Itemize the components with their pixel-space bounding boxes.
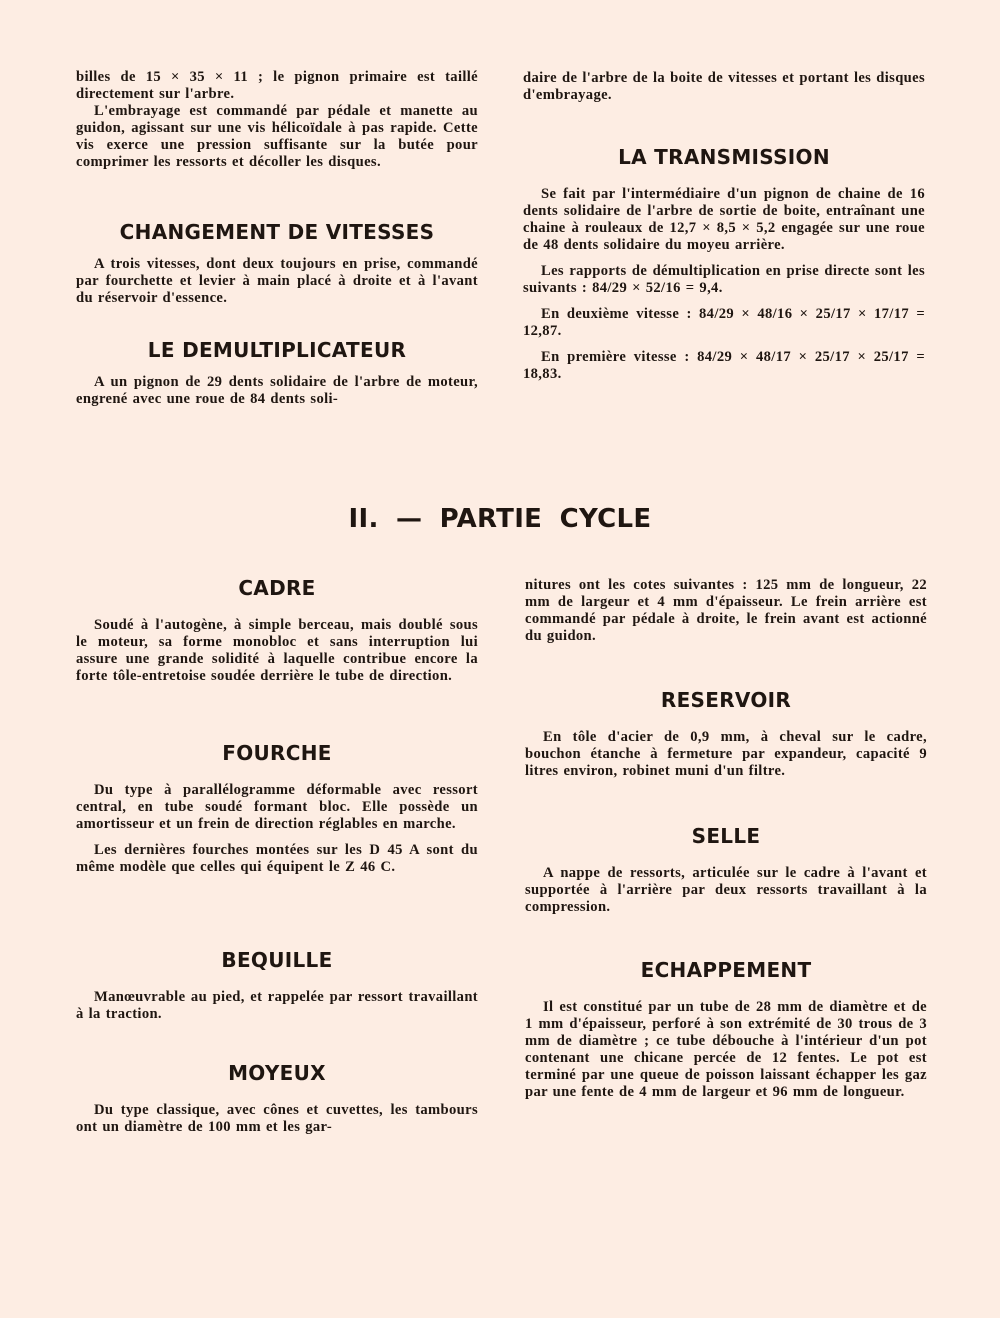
paragraph: En tôle d'acier de 0,9 mm, à cheval sur le cadre, bouchon étanche à fermeture par expandeur, capacité 9 litres environ, robinet muni d'un filtre. [525,729,927,779]
paragraph: A trois vitesses, dont deux toujours en prise, commandé par fourchette et levier à main placé à droite et à l'avant du réservoir d'essence. [76,256,478,306]
continuation-text: nitures ont les cotes suivantes : 125 mm de longueur, 22 mm de largeur et 4 mm d'épaisseur. Le frein arrière est commandé par pédale à droite, le frein avant est actionné du guidon. [525,577,927,644]
reservoir-body [525,729,927,780]
le-demultiplicateur-body [76,374,478,408]
moyeux-body [76,1102,478,1136]
continuation-text: daire de l'arbre de la boite de vitesses et portant les disques d'embrayage. [523,70,925,103]
paragraph: A un pignon de 29 dents solidaire de l'arbre de moteur, engrené avec une roue de 84 dents soli- [76,374,478,407]
part-title: II. — PARTIE CYCLE [348,504,652,534]
paragraph: Se fait par l'intermédiaire d'un pignon de chaine de 16 dents solidaire de l'arbre de sortie de boite, entraînant une chaine à rouleaux de 12,7 × 8,5 × 5,2 engagée sur une roue de 48 dents solidaire du moyeu arrière. [523,186,925,253]
heading-moyeux: MOYEUX [228,1061,326,1085]
heading-bequille: BEQUILLE [221,948,333,972]
heading-reservoir: RESERVOIR [660,688,792,712]
continuation-text: billes de 15 × 35 × 11 ; le pignon primaire est taillé directement sur l'arbre. [76,69,478,102]
paragraph: Les dernières fourches montées sur les D 45 A sont du même modèle que celles qui équipent le Z 46 C. [76,842,478,875]
paragraph: Du type classique, avec cônes et cuvettes, les tambours ont un diamètre de 100 mm et les gar- [76,1102,478,1135]
heading-fourche: FOURCHE [222,741,332,765]
heading-selle: SELLE [691,824,761,848]
heading-changement-de-vitesses: CHANGEMENT DE VITESSES [119,220,435,244]
paragraph: Soudé à l'autogène, à simple berceau, mais doublé sous le moteur, sa forme monobloc et sans interruption lui assure une grande solidité à laquelle contribue encore la forte tôle-entretoise soudée derrière le tube de direction. [76,617,478,684]
paragraph-ratio-first: En première vitesse : 84/29 × 48/17 × 25/17 × 25/17 = 18,83. [523,349,925,382]
top-left-column [76,69,478,171]
paragraph: Manœuvrable au pied, et rappelée par ressort travaillant à la traction. [76,989,478,1022]
selle-body [525,865,927,916]
paragraph: Du type à parallélogramme déformable avec ressort central, en tube soudé formant bloc. Elle possède un amortisseur et un frein de direction réglables en marche. [76,782,478,832]
heading-la-transmission: LA TRANSMISSION [618,145,830,169]
cadre-body [76,617,478,685]
paragraph: Il est constitué par un tube de 28 mm de diamètre et de 1 mm d'épaisseur, perforé à son extrémité de 30 trous de 3 mm de diamètre ; ce tube débouche à l'intérieur d'un pot contenant une chicane percée de 12 fentes. Le pot est terminé par une queue de poisson laissant échapper les gaz par une fente de 4 mm de largeur et 96 mm de longueur. [525,999,927,1100]
fourche-body [76,782,478,876]
paragraph-ratio-second: En deuxième vitesse : 84/29 × 48/16 × 25/17 × 17/17 = 12,87. [523,306,925,339]
la-transmission-body [523,186,925,383]
top-right-column [523,70,925,104]
bequille-body [76,989,478,1023]
heading-echappement: ECHAPPEMENT [640,958,812,982]
embrayage-paragraph: L'embrayage est commandé par pédale et manette au guidon, agissant sur une vis hélicoïdale à pas rapide. Cette vis exerce une pression suffisante sur la butée pour comprimer les ressorts et décoller les disques. [76,103,478,170]
changement-de-vitesses-body [76,256,478,307]
bottom-right-continuation [525,577,927,645]
paragraph: A nappe de ressorts, articulée sur le cadre à l'avant et supportée à l'arrière par deux ressorts travaillant à la compression. [525,865,927,915]
paragraph-ratio-direct: Les rapports de démultiplication en prise directe sont les suivants : 84/29 × 52/16 = 9,4. [523,263,925,296]
heading-cadre: CADRE [238,576,316,600]
echappement-body [525,999,927,1101]
heading-le-demultiplicateur: LE DEMULTIPLICATEUR [147,338,407,362]
